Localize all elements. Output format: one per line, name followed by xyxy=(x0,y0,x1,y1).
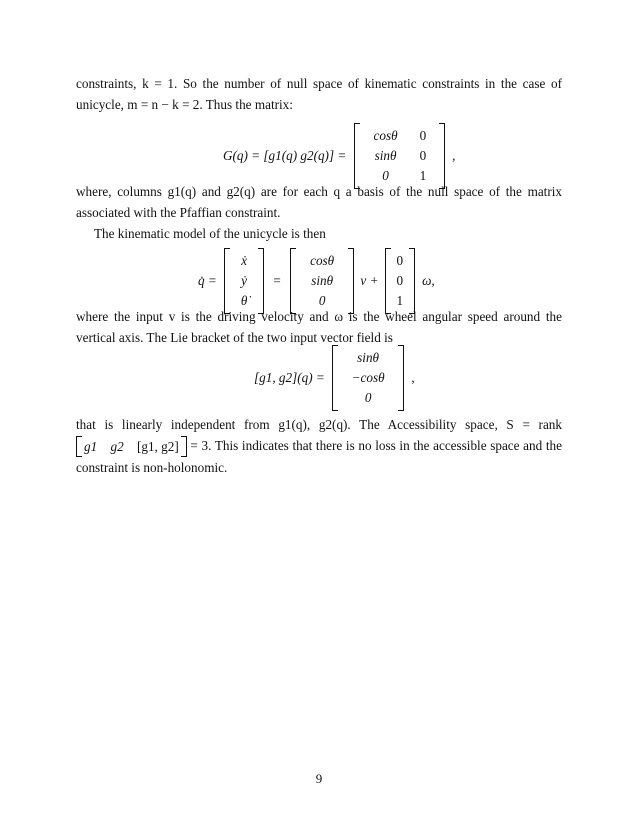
equation-lie-bracket xyxy=(254,345,415,411)
eq1-trail: , xyxy=(452,148,456,163)
vector-state xyxy=(224,248,264,314)
eq2-equals: = xyxy=(273,273,281,288)
matrix-g-col1 xyxy=(364,126,408,186)
cell: θ̇ xyxy=(240,293,248,308)
eq2-lhs: q̇ = xyxy=(198,273,217,288)
cell: 0 xyxy=(382,168,389,183)
cell: 0 xyxy=(419,148,427,163)
paragraph-basis xyxy=(76,181,562,223)
matrix-g-col2 xyxy=(411,126,435,186)
cell: ẏ xyxy=(241,273,248,288)
bracket-left xyxy=(290,248,296,314)
cell: cosθ xyxy=(310,253,335,268)
text-p3: The kinematic model of the unicycle is then xyxy=(94,226,326,241)
cell: 0 xyxy=(396,253,404,268)
bracket-right xyxy=(398,345,404,411)
cell: 1 xyxy=(419,168,427,183)
vector-g2 xyxy=(385,248,415,314)
acc-g2: g2 xyxy=(110,439,124,455)
cell: sinθ xyxy=(311,273,334,288)
bracket-right xyxy=(181,436,187,457)
equation-kinematic-model xyxy=(198,248,435,314)
text-p5b: = 3. This indicates that there is no loss in the accessible space and the constraint is non-holonomic. xyxy=(76,438,562,476)
paragraph-accessibility xyxy=(76,414,562,478)
bracket-left xyxy=(76,436,82,457)
eq2-mid: v + xyxy=(360,273,379,288)
text-p5a: that is linearly independent from g1(q), g2(q). The Accessibility space, S = rank xyxy=(76,417,562,432)
paragraph-kinematic-model xyxy=(76,223,562,244)
vector-lie-bracket xyxy=(332,345,404,411)
acc-g1g2: [g1, g2] xyxy=(136,439,179,455)
bracket-right xyxy=(258,248,264,314)
bracket-left xyxy=(224,248,230,314)
cell: 1 xyxy=(396,293,404,308)
bracket-left xyxy=(332,345,338,411)
vector-g1 xyxy=(290,248,354,314)
cell: 0 xyxy=(318,293,326,308)
bracket-right xyxy=(439,123,445,189)
cell: sinθ xyxy=(374,148,397,163)
vector-state-col xyxy=(234,251,254,311)
cell: 0 xyxy=(396,273,404,288)
eq3-trail: , xyxy=(411,370,415,385)
matrix-accessibility xyxy=(76,436,187,457)
vector-lie-bracket-col xyxy=(342,348,394,408)
eq2-trail: ω, xyxy=(422,273,435,288)
paragraph-constraints xyxy=(76,73,562,115)
paragraph-inputs xyxy=(76,306,562,348)
bracket-right xyxy=(348,248,354,314)
eq1-lhs: G(q) = [g1(q) g2(q)] = xyxy=(223,148,347,163)
cell: −cosθ xyxy=(351,370,385,385)
cell: 0 xyxy=(364,390,372,405)
cell: sinθ xyxy=(357,350,380,365)
eq3-lhs: [g1, g2](q) = xyxy=(254,370,325,385)
text-p4: where the input v is the driving velocity and ω is the wheel angular speed around the vertical axis. The Lie bracket of the two input vector field is xyxy=(76,309,562,345)
text-p1: constraints, k = 1. So the number of null space of kinematic constraints in the case of unicycle, m = n − k = 2. Thus the matrix: xyxy=(76,76,562,112)
cell: ẋ xyxy=(241,253,248,268)
acc-g1: g1 xyxy=(84,439,98,455)
cell: 0 xyxy=(419,128,427,143)
matrix-g xyxy=(354,123,445,189)
text-p2: where, columns g1(q) and g2(q) are for each q a basis of the null space of the matrix associated with the Pfaffian constraint. xyxy=(76,184,562,220)
bracket-left xyxy=(385,248,391,314)
vector-g1-col xyxy=(300,251,344,311)
bracket-right xyxy=(409,248,415,314)
vector-g2-col xyxy=(393,251,407,311)
bracket-left xyxy=(354,123,360,189)
equation-g-matrix xyxy=(223,123,455,189)
cell: cosθ xyxy=(373,128,398,143)
page-number: 9 xyxy=(315,771,323,786)
